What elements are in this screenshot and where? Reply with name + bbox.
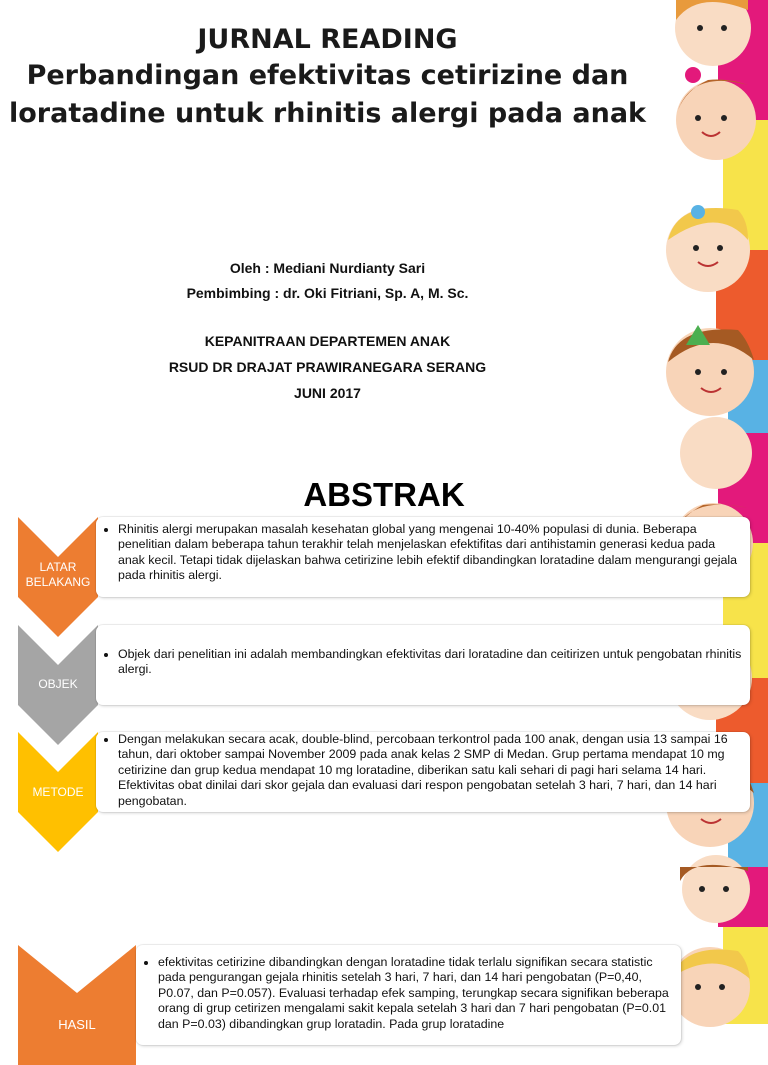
abstract-slide bbox=[0, 433, 768, 867]
document-title: JURNAL READING bbox=[197, 24, 458, 55]
latar-belakang-text: • Rhinitis alergi merupakan masalah kesehatan global yang mengenai 10-40% populasi di dunia. Beberapa penelitian dalam beberapa tahun terakhir telah menjelaskan efektifitas dari antihistamin generasi kedua pada anak kecil. Tetapi tidak dijelaskan bahwa cetirizine lebih efektif dibandingkan loratadine dalam mengurangi gejala pada rhinitis alergi. bbox=[118, 522, 744, 584]
hasil-text: • efektivitas cetirizine dibandingkan dengan loratadine tidak terlalu signifikan secara statistic pada pengurangan gejala rhinitis setelah 3 hari, 7 hari, dan 14 hari pengobatan (P=0,40, P0.07, dan P=0.057). Evaluasi terhadap efek samping, terungkap secara signifikan beberapa orang di grup cetirizen mengalami sakit kepala setelah 3 hari dan 7 hari pengobatan (P=0.01 dan P=0.03) dibandingkan grup loratadin. Pada grup loratadine bbox=[158, 955, 675, 1032]
hospital-line: RSUD DR DRAJAT PRAWIRANEGARA SERANG bbox=[168, 359, 487, 375]
objek-text: • Objek dari penelitian ini adalah membandingkan efektivitas dari loratadine dan ceitirizen untuk pengobatan rhinitis alergi. bbox=[118, 647, 744, 678]
hasil-chevron bbox=[18, 945, 136, 1065]
paper-title-line-2: loratadine untuk rhinitis alergi pada anak bbox=[8, 98, 646, 129]
section-label-latar-belakang: LATAR BELAKANG bbox=[25, 560, 91, 589]
title-slide bbox=[0, 0, 768, 433]
paper-title-line-1: Perbandingan efektivitas cetirizine dan bbox=[26, 60, 629, 91]
abstract-heading: ABSTRAK bbox=[303, 476, 465, 513]
latar-belakang-text-box bbox=[96, 517, 750, 597]
section-label-hasil: HASIL bbox=[58, 1017, 96, 1032]
supervisor-line: Pembimbing : dr. Oki Fitriani, Sp. A, M. Sc. bbox=[186, 285, 469, 301]
hasil-text-box bbox=[136, 945, 681, 1045]
section-label-metode: METODE bbox=[32, 785, 84, 799]
objek-text-box bbox=[96, 625, 750, 705]
date-line: JUNI 2017 bbox=[294, 385, 361, 401]
metode-text-box bbox=[96, 732, 750, 812]
department-line: KEPANITRAAN DEPARTEMEN ANAK bbox=[204, 333, 451, 349]
author-line: Oleh : Mediani Nurdianty Sari bbox=[229, 260, 426, 276]
metode-text: • Dengan melakukan secara acak, double-blind, percobaan terkontrol pada 100 anak, dengan usia 13 sampai 16 tahun, dari oktober sampai November 2009 pada anak kelas 2 SMP di Medan. Grup pertama mendapat 10 mg cetirizine dan grup kedua mendapat 10 mg loratadine, diberikan satu kali sehari di pagi hari selama 14 hari. Efektivitas obat dinilai dari skor gejala dan evaluasi dari respon pengobatan setelah 3 hari, 7 hari, dan 14 hari pengobatan. bbox=[118, 732, 744, 809]
results-slide bbox=[0, 867, 768, 1032]
section-label-objek: OBJEK bbox=[38, 677, 78, 691]
